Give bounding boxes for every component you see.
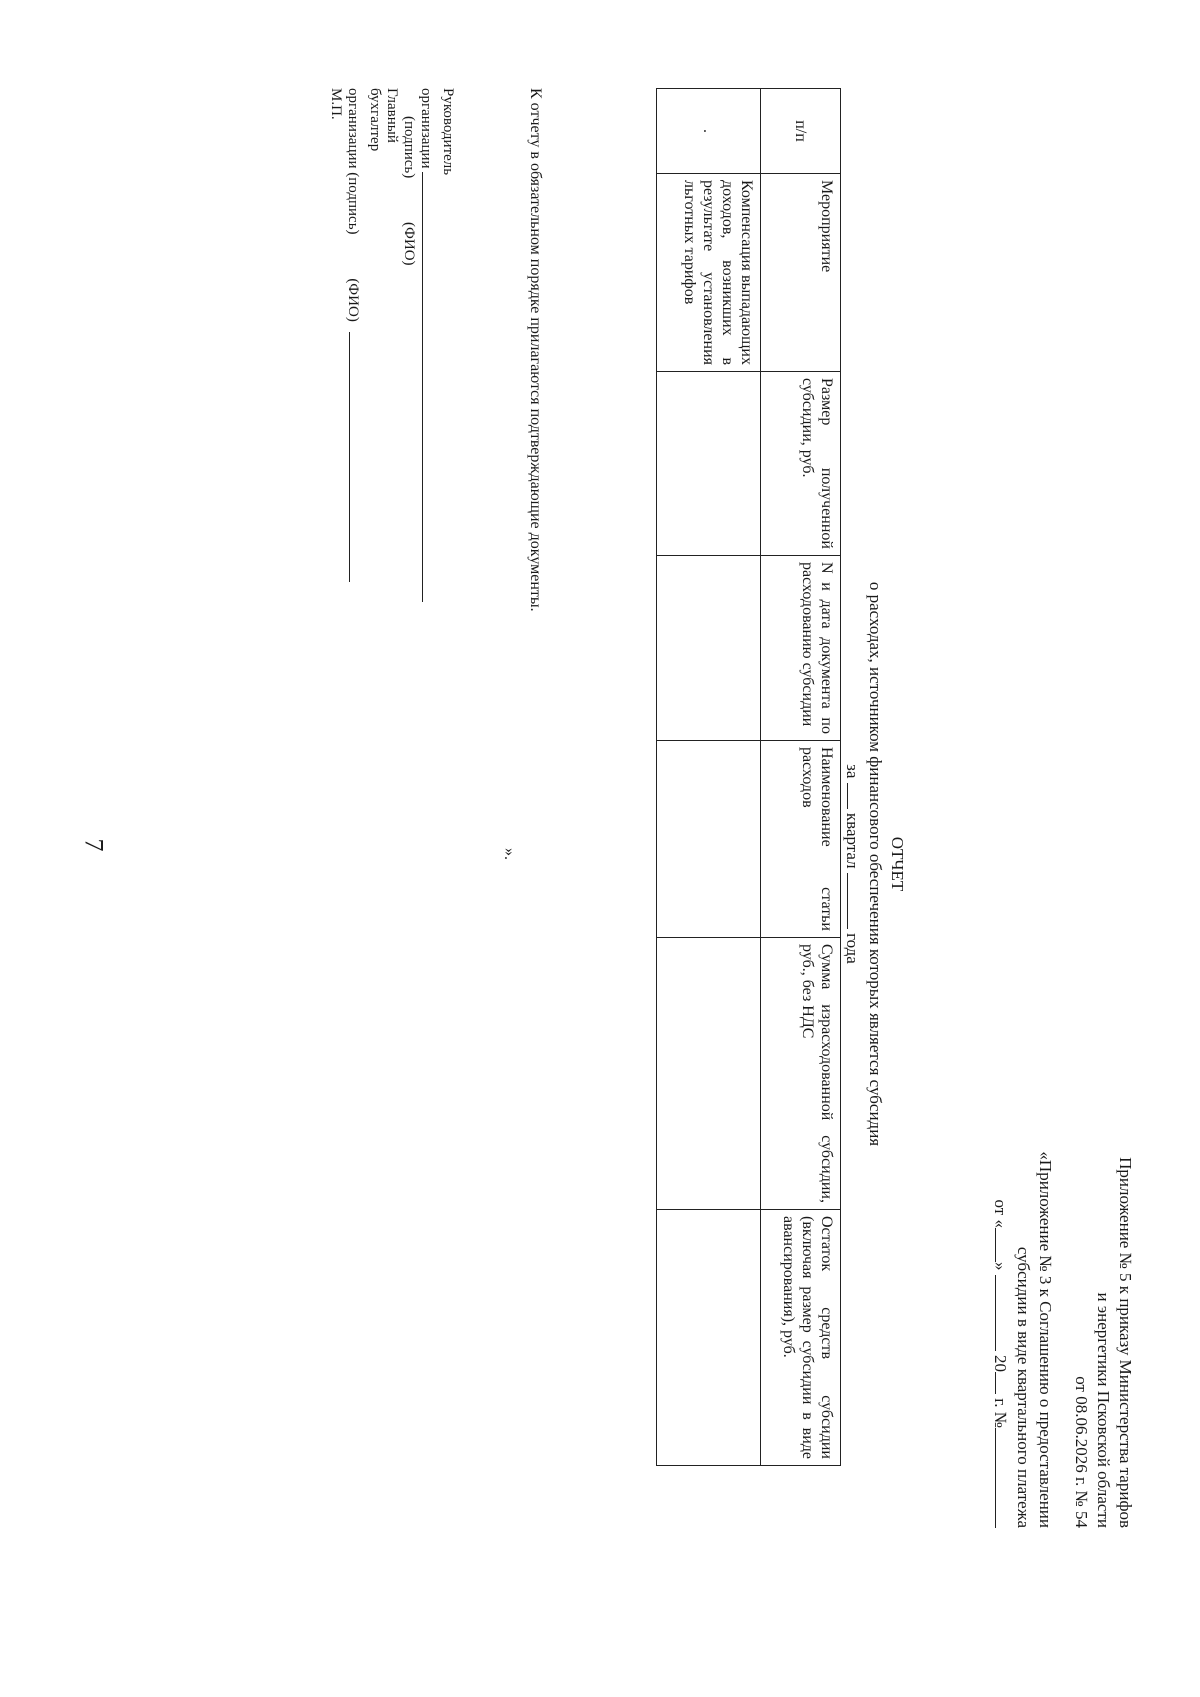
report-period: [841, 88, 864, 1640]
table-row: [657, 89, 761, 1466]
report-title: ОТЧЕТ: [888, 836, 907, 892]
cell-received: [657, 372, 761, 556]
stamp-placeholder: М.П.: [328, 88, 344, 120]
appendix-agreement-line3: [989, 1151, 1012, 1528]
page-number: 7: [79, 838, 109, 852]
signature-block: [327, 88, 456, 602]
agreement-month-blank: [995, 1275, 1012, 1351]
header-remainder: Остаток средств субсидии (включая размер субсидии в виде авансирования), руб.: [761, 1210, 841, 1466]
cell-remainder: [657, 1210, 761, 1466]
head-signature-line: [422, 172, 439, 602]
report-table: [656, 88, 841, 1466]
appendix-order-note: [1070, 1157, 1136, 1528]
appendix-order-line2: и энергетики Псковской области: [1094, 1292, 1113, 1528]
report-period-quarter: квартал: [843, 812, 862, 869]
header-expense-item: Наименование статьи расходов: [761, 741, 841, 938]
agreement-day-blank: [995, 1228, 1012, 1262]
report-heading: [841, 88, 908, 1640]
head-fio-caption: (ФИО): [401, 222, 417, 266]
accountant-title-line3: организации: [345, 88, 361, 169]
agreement-year-blank: [995, 1372, 1012, 1394]
accountant-title-line1: Главный: [384, 88, 400, 143]
accountant-signature-row: [344, 88, 366, 602]
appendix-order-line3: от 08.06.2026 г. № 54: [1072, 1376, 1091, 1528]
appendix-agreement-line1: «Приложение № 3 к Соглашению о предоставлении: [1036, 1151, 1055, 1528]
closing-quote: ».: [501, 848, 518, 860]
cell-spent: [657, 938, 761, 1210]
head-title-line1: Руководитель: [440, 88, 456, 176]
appendix-agreement-note: [989, 1151, 1056, 1528]
attachments-note: К отчету в обязательном порядке прилагаются подтверждающие документы.: [527, 88, 544, 612]
cell-expense-item: [657, 741, 761, 938]
head-caption-row: [400, 88, 417, 602]
appendix-order-line1: Приложение № 5 к приказу Министерства тарифов: [1116, 1157, 1135, 1528]
header-received: Размер полученной субсидии, руб.: [761, 372, 841, 556]
report-year-blank: [847, 873, 864, 929]
agreement-date-quote: »: [991, 1261, 1010, 1271]
head-sign-caption: (подпись): [401, 116, 417, 179]
header-spent: Сумма израсходованной субсидии, руб., без НДС: [761, 938, 841, 1210]
head-signature-row: [417, 88, 439, 602]
header-document: N и дата документа по расходованию субсидии: [761, 556, 841, 741]
accountant-fio-caption: (ФИО): [345, 278, 361, 322]
report-quarter-blank: [847, 783, 864, 809]
report-period-suffix: года: [843, 933, 862, 964]
report-period-prefix: за: [843, 764, 862, 779]
accountant-signature-line: [349, 332, 366, 582]
head-title-line2: организации: [418, 88, 434, 169]
accountant-sign-caption: (подпись): [345, 172, 361, 235]
agreement-date-prefix: от «: [991, 1199, 1010, 1228]
agreement-number-label: г. №: [991, 1398, 1010, 1428]
accountant-title-line2: бухгалтер: [367, 88, 383, 152]
header-activity: Мероприятие: [761, 174, 841, 372]
header-number: п/п: [761, 89, 841, 174]
rotated-page-content: [56, 88, 1156, 1640]
cell-document: [657, 556, 761, 741]
agreement-number-blank: [995, 1428, 1012, 1528]
report-subtitle: о расходах, источником финансового обеспечения которых является субсидия: [866, 581, 885, 1147]
appendix-agreement-line2: субсидии в виде квартального платежа: [1014, 1246, 1033, 1528]
cell-number: .: [657, 89, 761, 174]
agreement-year-prefix: 20: [991, 1354, 1010, 1372]
table-header-row: [761, 89, 841, 1466]
cell-activity: Компенсация выпадающих доходов, возникших в результате установления льготных тарифов: [657, 174, 761, 372]
